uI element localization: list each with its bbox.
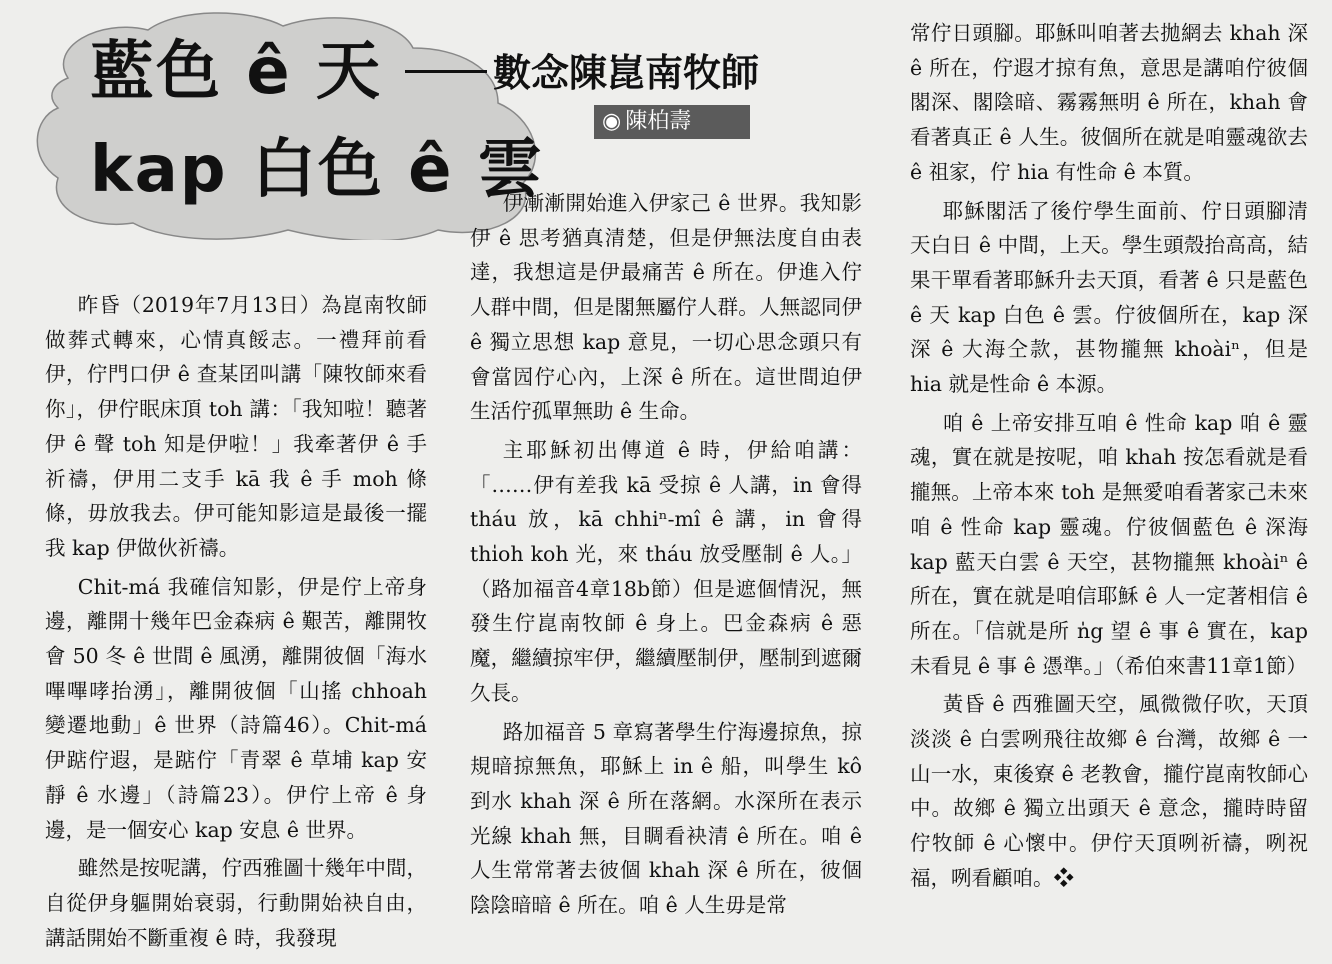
article-column-1 — [45, 288, 427, 959]
subtitle-dash — [405, 70, 487, 73]
article-title-line1: 藍色 ê 天 — [90, 35, 382, 109]
paragraph: 主耶穌初出傳道 ê 時，伊給咱講：「……伊有差我 kā 受掠 ê 人講，in 會得 tháu 放，kā chhiⁿ-mî ê 講，in 會得 thi̍oh koh 光，來 tháu 放受壓制 ê 人。」（路加福音4章18b節）但是遮個情況，無發生佇崑南牧師 ê 身上。巴金森病 ê 惡魔，繼續掠牢伊，繼續壓制伊，壓制到遮爾久長。 — [470, 437, 862, 705]
paragraph: 伊漸漸開始進入伊家己 ê 世界。我知影伊 ê 思考猶真清楚，但是伊無法度自由表達，我想這是伊最痛苦 ê 所在。伊進入佇人群中間，但是閣無屬佇人群。人無認同伊 ê 獨立思想 kap 意見，一切心思念頭只有會當囥佇心內，上深 ê 所在。這世間迫伊生活佇孤單無助 ê 生命。 — [470, 191, 862, 424]
paragraph: 耶穌閣活了後佇學生面前、佇日頭腳清天白日 ê 中間，上天。學生頭殼抬高高，結果干單看著耶穌升去天頂，看著 ê 只是藍色 ê 天 kap 白色 ê 雲。佇彼個所在，kap 深深 ê 大海仝款，甚物攏無 khoàiⁿ，但是 hia 就是性命 ê 本源。 — [910, 198, 1308, 397]
paragraph: 常佇日頭腳。耶穌叫咱著去拋網去 khah 深 ê 所在，佇遐才掠有魚，意思是講咱佇彼個閣深、閣陰暗、霧霧無明 ê 所在，khah 會看著真正 ê 人生。彼個所在就是咱靈魂欲去 ê 祖家，佇 hia 有性命 ê 本質。 — [910, 21, 1308, 184]
author-byline — [594, 105, 750, 139]
author-name: 陳柏壽 — [625, 109, 692, 134]
paragraph: 雖然是按呢講，佇西雅圖十幾年中間，自從伊身軀開始衰弱，行動開始袂自由，講話開始不斷重複 ê 時，我發現 — [45, 856, 427, 950]
bullet-icon: ◉ — [602, 109, 622, 134]
paragraph: 咱 ê 上帝安排互咱 ê 性命 kap 咱 ê 靈魂，實在就是按呢，咱 khah 按怎看就是看攏無。上帝本來 toh 是無愛咱看著家己未來咱 ê 性命 kap 靈魂。佇彼個藍色 ê 深海 kap 藍天白雲 ê 天空，甚物攏無 khoàiⁿ ê 所在，實在就是咱信耶穌 ê 人一定著相信 ê 所在。「信就是所 n̍g 望 ê 事 ê 實在，kap 未看見 ê 事 ê 憑準。」（希伯來書11章1節） — [910, 410, 1308, 678]
paragraph: 路加福音 5 章寫著學生佇海邊掠魚，掠規暗掠無魚，耶穌上 in ê 船，叫學生 kô 到水 khah 深 ê 所在落網。水深所在表示光線 khah 無，目睭看袂清 ê 所在。咱 ê 人生常常著去彼個 khah 深 ê 所在，彼個陰陰暗暗 ê 所在。咱 ê 人生毋是常 — [470, 719, 862, 918]
article-column-2 — [470, 186, 862, 927]
paragraph: 黃昏 ê 西雅圖天空，風微微仔吹，天頂淡淡 ê 白雲咧飛往故鄉 ê 台灣，故鄉 ê 一山一水，東後寮 ê 老教會，攏佇崑南牧師心中。故鄉 ê 獨立出頭天 ê 意念，攏時時留佇牧師 ê 心懷中。伊佇天頂咧祈禱，咧祝福，咧看顧咱。❖ — [910, 692, 1308, 890]
paragraph: Chit-má 我確信知影，伊是佇上帝身邊，離開十幾年巴金森病 ê 艱苦，離開牧會 50 冬 ê 世間 ê 風湧，離開彼個「海水嗶嗶哮抬湧」，離開彼個「山搖 chhoah 變遷地動」ê 世界（詩篇46）。Chit-má 伊踮佇遐，是踮佇「青翠 ê 草埔 kap 安靜 ê 水邊」（詩篇23）。伊佇上帝 ê 身邊，是一個安心 kap 安息 ê 世界。 — [45, 574, 427, 842]
article-subtitle — [405, 42, 759, 97]
article-title-line2: kap 白色 ê 雲 — [90, 133, 544, 207]
paragraph: 昨昏（2019年7月13日）為崑南牧師做葬式轉來，心情真餒志。一禮拜前看伊，佇門口伊 ê 查某囝叫講「陳牧師來看你」，伊佇眠床頂 toh 講：「我知啦！聽著伊 ê 聲 toh 知是伊啦！」我牽著伊 ê 手祈禱，伊用二支手 kā 我 ê 手 moh 條條，毋放我去。伊可能知影這是最後一擺我 kap 伊做伙祈禱。 — [45, 293, 427, 560]
subtitle-text: 數念陳崑南牧師 — [493, 51, 760, 95]
article-column-3 — [910, 16, 1308, 900]
